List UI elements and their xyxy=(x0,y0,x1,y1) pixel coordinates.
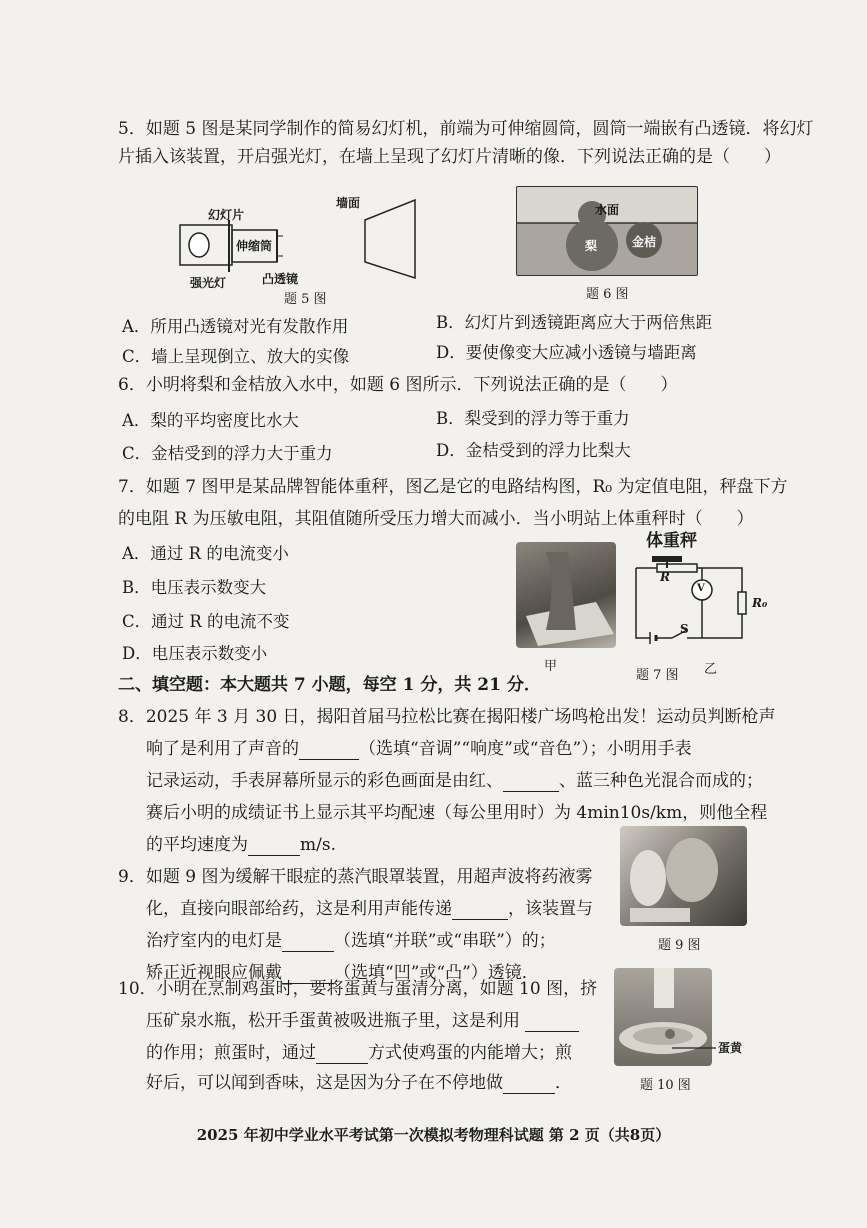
q7-option-c: C．通过 R 的电流不变 xyxy=(122,612,290,631)
lens-label: 凸透镜 xyxy=(262,272,299,286)
q9-line4: 矫正近视眼应佩戴 （选填“凹”或“凸”）透镜． xyxy=(146,963,539,983)
q9-blank-2[interactable] xyxy=(282,933,334,952)
q5-option-a: A．所用凸透镜对光有发散作用 xyxy=(122,317,349,336)
q8-line4: 赛后小明的成绩证书上显示其平均配速（每公里用时）为 4min10s/km，则他全程 xyxy=(146,803,768,823)
q5-option-d: D．要使像变大应减小透镜与墙距离 xyxy=(436,343,697,362)
q10-line3: 的作用；煎蛋时，通过 方式使鸡蛋的内能增大；煎 xyxy=(146,1043,572,1063)
q7-option-b: B．电压表示数变大 xyxy=(122,578,267,597)
q6-stem: 6．小明将梨和金桔放入水中，如题 6 图所示．下列说法正确的是（ ） xyxy=(118,375,678,395)
fig5-caption: 题 5 图 xyxy=(284,292,327,307)
wall-label: 墙面 xyxy=(336,196,361,210)
fig10-caption: 题 10 图 xyxy=(640,1078,691,1093)
q10-blank-3[interactable] xyxy=(503,1075,555,1094)
fig7-caption: 题 7 图 xyxy=(636,668,679,683)
pear-label: 梨 xyxy=(585,239,598,253)
q6-option-b: B．梨受到的浮力等于重力 xyxy=(436,409,630,428)
q8-blank-3[interactable] xyxy=(248,837,300,856)
q5-stem-line1: 5．如题 5 图是某同学制作的简易幻灯机，前端为可伸缩圆筒，圆筒一端嵌有凸透镜．将幻灯 xyxy=(118,119,814,139)
q7-stem-line1: 7．如题 7 图甲是某品牌智能体重秤，图乙是它的电路结构图，R₀ 为定值电阻，秤盘下方 xyxy=(118,477,788,497)
q6-option-c: C．金桔受到的浮力大于重力 xyxy=(122,444,333,463)
q5-option-b: B．幻灯片到透镜距离应大于两倍焦距 xyxy=(436,313,713,332)
q5-stem-line2: 片插入该装置，开启强光灯，在墙上呈现了幻灯片清晰的像．下列说法正确的是（ ） xyxy=(118,147,781,167)
q8-blank-2[interactable] xyxy=(503,773,559,792)
q10-blank-2[interactable] xyxy=(316,1045,368,1064)
q10-blank-1[interactable] xyxy=(525,1013,579,1032)
q6-option-a: A．梨的平均密度比水大 xyxy=(122,411,299,430)
water-surface-label: 水面 xyxy=(595,203,620,217)
scale-circuit xyxy=(632,552,747,644)
egg-separation-photo xyxy=(614,968,712,1066)
section-2-heading: 二、填空题：本大题共 7 小题，每空 1 分，共 21 分． xyxy=(118,675,541,695)
q8-line5: 的平均速度为 m/s. xyxy=(146,835,336,855)
q8-line2: 响了是利用了声音的 （选填“音调”“响度”或“音色”）；小明用手表 xyxy=(146,739,692,759)
tube-label: 伸缩筒 xyxy=(236,239,273,253)
q8-blank-1[interactable] xyxy=(299,741,359,760)
fig9-caption: 题 9 图 xyxy=(658,938,701,953)
q7-option-d: D．电压表示数变小 xyxy=(122,644,268,663)
switch-label: S xyxy=(680,622,689,636)
steam-eye-mask-photo xyxy=(620,826,747,926)
voltmeter-label: V xyxy=(697,583,705,594)
q10-line2: 压矿泉水瓶，松开手蛋黄被吸进瓶子里，这是利用 xyxy=(146,1010,579,1032)
q7-stem-line2: 的电阻 R 为压敏电阻，其阻值随所受压力增大而减小．当小明站上体重秤时（ ） xyxy=(118,509,754,529)
yolk-label: 蛋黄 xyxy=(718,1041,743,1055)
kumquat-label: 金桔 xyxy=(632,235,657,249)
q8-line1: 8．2025 年 3 月 30 日，揭阳首届马拉松比赛在揭阳楼广场鸣枪出发！运动员判断枪声 xyxy=(118,707,776,727)
resistor-r0-label: R₀ xyxy=(752,596,768,610)
fig7-yi-label: 乙 xyxy=(704,662,718,677)
lamp-label: 强光灯 xyxy=(190,276,227,290)
yolk-pointer-line xyxy=(672,1045,716,1051)
q7-option-a: A．通过 R 的电流变小 xyxy=(122,544,289,563)
pear-kumquat-figure xyxy=(516,186,698,276)
page-footer: 2025 年初中学业水平考试第一次模拟考物理科试题 第 2 页（共8页） xyxy=(196,1126,671,1144)
scale-photo xyxy=(516,542,616,648)
resistor-r-label: R xyxy=(660,570,670,584)
q10-line1: 10．小明在烹制鸡蛋时，要将蛋黄与蛋清分离，如题 10 图，挤 xyxy=(118,979,598,999)
q6-option-d: D．金桔受到的浮力比梨大 xyxy=(436,441,631,460)
q10-line4: 好后，可以闻到香味，这是因为分子在不停地做 ． xyxy=(146,1073,572,1093)
q8-line3: 记录运动，手表屏幕所显示的彩色画面是由红、 、蓝三种色光混合而成的； xyxy=(146,771,763,791)
q9-blank-1[interactable] xyxy=(452,901,508,920)
q9-line3: 治疗室内的电灯是 （选填“并联”或“串联”）的； xyxy=(146,931,556,951)
slide-label: 幻灯片 xyxy=(208,208,245,222)
q9-line1: 9．如题 9 图为缓解干眼症的蒸汽眼罩装置，用超声波将药液雾 xyxy=(118,867,593,887)
scale-title: 体重秤 xyxy=(646,531,697,551)
fig7-jia-label: 甲 xyxy=(544,659,558,674)
q9-line2: 化，直接向眼部给药，这是利用声能传递 ，该装置与 xyxy=(146,899,593,919)
fig6-caption: 题 6 图 xyxy=(586,287,629,302)
q5-option-c: C．墙上呈现倒立、放大的实像 xyxy=(122,347,350,366)
